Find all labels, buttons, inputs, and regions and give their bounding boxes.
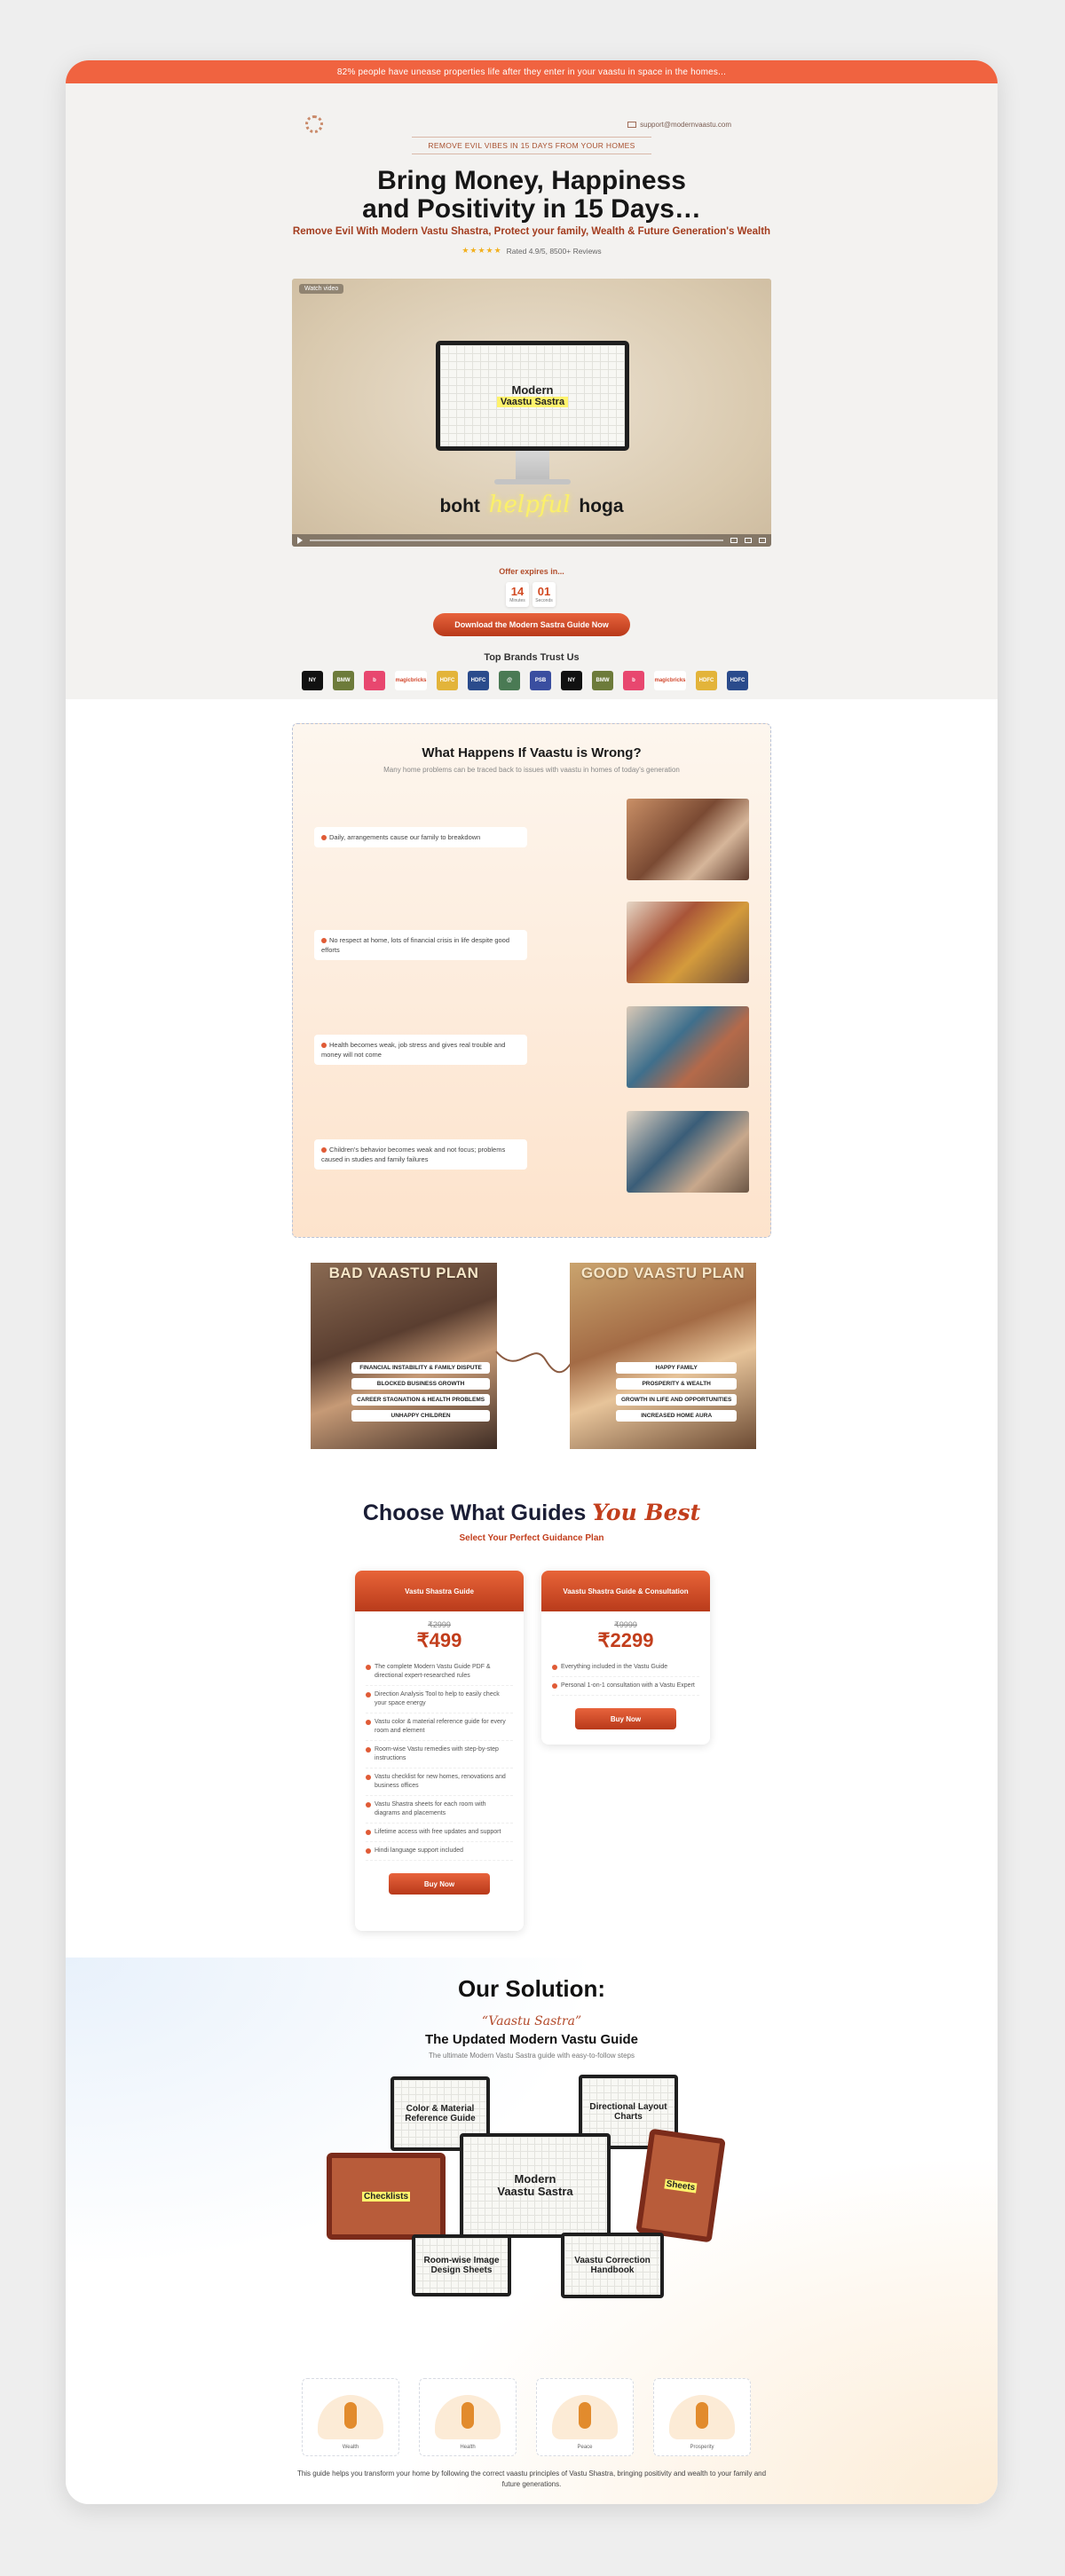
monitor-title-2: Vaastu Sastra [497,397,568,407]
settings-icon[interactable] [745,538,752,543]
family-photo [627,1111,749,1193]
feature-illustration [653,2378,751,2456]
sheets-tablet [635,2129,726,2243]
pricing-title [66,1500,998,1526]
page-frame [66,60,998,2504]
feature-label: Wealth [342,2445,359,2450]
meditation-illustration-icon [435,2395,501,2439]
caption-right: hoga [579,496,624,516]
brand-logo: HDFC [727,671,748,690]
good-plan-tags [616,1362,737,1422]
feature-item: Vastu checklist for new homes, renovations and business offices [366,1769,513,1796]
feature-label: Prosperity [690,2445,714,2450]
offer-text: Offer expires in... [499,567,564,576]
wrong-item-label: Health becomes weak, job stress and gives real trouble and money will not come [321,1041,506,1059]
play-icon[interactable] [297,537,303,544]
wrong-item-label: No respect at home, lots of financial crisis in life despite good efforts [321,936,510,954]
brand-logo: BMW [592,671,613,690]
monitor-title-1: Modern [511,383,554,397]
brand-logo: @ [499,671,520,690]
feature-illustration [419,2378,517,2456]
solution-heading: The Updated Modern Vastu Guide [424,2032,639,2047]
countdown-timer [506,582,556,607]
volume-icon[interactable] [730,538,738,543]
logo-icon[interactable] [305,115,323,133]
checklist-tablet [327,2153,446,2240]
brand-logo: magicbricks [654,671,686,690]
pricing-title-main: Choose What Guides [362,1501,587,1525]
device-label: Sheets [665,2178,696,2193]
main-guide-screen [463,2137,607,2234]
wrong-item-text [314,827,527,847]
bad-plan-tags [351,1362,490,1422]
video-progress-bar[interactable] [310,540,723,541]
hero-title-line2: and Positivity in 15 Days… [362,194,701,224]
caption-left: boht [439,496,480,516]
feature-item: Vastu Shastra sheets for each room with diagrams and placements [366,1796,513,1824]
announcement-bar: 82% people have unease properties life after they enter in your vaastu in space in the homes... [66,60,998,83]
plan-tag: GROWTH IN LIFE AND OPPORTUNITIES [616,1394,737,1406]
brand-logo: PSB [530,671,551,690]
wrong-item-label: Children's behavior becomes weak and not focus; problems caused in studies and family failures [321,1146,506,1163]
handbook-device [561,2233,664,2298]
brand-logo: HDFC [437,671,458,690]
wrong-subtitle: Many home problems can be traced back to issues with vaastu in homes of today's generation [383,766,680,774]
pricing-card-basic [355,1571,524,1931]
solution-footer: This guide helps you transform your home by following the correct vaastu principles of Vastu Shastra, bringing positivity and wealth to your family and future generations. [296,2470,767,2488]
bullet-icon [321,938,327,943]
monitor-base [494,479,571,484]
feature-illustration [302,2378,399,2456]
brands-title: Top Brands Trust Us [484,652,580,663]
brand-logo: HDFC [468,671,489,690]
card-title: Vastu Shastra Guide [355,1571,524,1611]
brand-logo: NY [302,671,323,690]
video-controls [292,534,771,547]
device-label: Color & Material Reference Guide [394,2080,486,2147]
product-bundle-image [327,2075,737,2307]
wrong-row [314,1111,749,1193]
wrong-item-label: Daily, arrangements cause our family to breakdown [329,833,481,841]
card-title: Vaastu Shastra Guide & Consultation [541,1571,710,1611]
device-label: Checklists [363,2191,409,2202]
rating-text: Rated 4.9/5, 8500+ Reviews [506,246,602,256]
wrong-item-text [314,1035,527,1065]
card-old-price: ₹9999 [614,1620,637,1629]
feature-label: Health [460,2445,476,2450]
wrong-row [314,1006,749,1088]
timer-seconds [532,582,556,607]
solution-section [66,1958,998,2504]
caption-mid: helpful [488,492,571,518]
feature-item: Vastu color & material reference guide for every room and element [366,1713,513,1741]
wrong-row [314,799,749,880]
fullscreen-icon[interactable] [759,538,766,543]
curly-arrow-icon [493,1343,581,1378]
bullet-icon [321,1147,327,1153]
device-label: Room-wise Image Design Sheets [415,2238,508,2293]
feature-item: Everything included in the Vastu Guide [552,1658,699,1677]
main-guide-line1: Modern [514,2172,556,2186]
card-features [541,1651,710,1696]
solution-note: The ultimate Modern Vastu Sastra guide with easy-to-follow steps [429,2052,635,2060]
family-photo [627,1006,749,1088]
hero-subtitle: Remove Evil With Modern Vastu Shastra, Protect your family, Wealth & Future Generation's Wealth [292,226,771,237]
timer-minutes-label: Minutes [509,598,525,603]
feature-item: Hindi language support included [366,1842,513,1861]
plan-tag: BLOCKED BUSINESS GROWTH [351,1378,490,1390]
sheets-screen [642,2134,720,2236]
feature-item: Personal 1-on-1 consultation with a Vastu Expert [552,1677,699,1696]
plan-tag: FINANCIAL INSTABILITY & FAMILY DISPUTE [351,1362,490,1374]
brand-logo: NY [561,671,582,690]
card-features [355,1651,524,1861]
video-player[interactable] [292,279,771,547]
brand-logo: HDFC [696,671,717,690]
wrong-title: What Happens If Vaastu is Wrong? [422,745,642,760]
brand-logo: BMW [333,671,354,690]
solution-title: Our Solution: [457,1975,606,2002]
plan-tag: HAPPY FAMILY [616,1362,737,1374]
good-plan-label: GOOD VAASTU PLAN [580,1264,746,1281]
buy-consultation-button[interactable]: Buy Now [575,1708,676,1729]
video-badge: Watch video [299,284,343,294]
rating [66,246,998,256]
feature-item: The complete Modern Vastu Guide PDF & directional expert-researched rules [366,1658,513,1686]
wealth-illustration-icon [318,2395,383,2439]
wrong-item-text [314,1139,527,1170]
bullet-icon [321,835,327,840]
feature-item: Lifetime access with free updates and support [366,1824,513,1842]
timer-seconds-value: 01 [537,585,551,598]
hero-section [66,83,998,699]
device-label: Vaastu Correction Handbook [564,2236,660,2295]
checklist-screen [332,2158,440,2234]
feature-item: Room-wise Vastu remedies with step-by-step instructions [366,1741,513,1769]
mail-icon [627,122,636,128]
card-price: ₹499 [416,1629,462,1651]
hero-banner [66,137,998,154]
pricing-card-consultation [541,1571,710,1745]
family-photo [627,799,749,880]
timer-seconds-label: Seconds [535,598,553,603]
feature-illustrations [302,2378,751,2456]
feature-label: Peace [577,2445,593,2450]
family-photo [627,902,749,983]
brand-logo: b [623,671,644,690]
vaastu-plans-comparison [311,1263,763,1449]
device-label: Directional Layout Charts [582,2078,674,2146]
main-guide-device [460,2133,611,2238]
plan-tag: INCREASED HOME AURA [616,1410,737,1422]
monitor-screen [440,345,625,446]
brand-logo: magicbricks [395,671,427,690]
wrong-item-text [314,930,527,960]
plan-tag: CAREER STAGNATION & HEALTH PROBLEMS [351,1394,490,1406]
brand-logos [302,671,748,690]
bullet-icon [321,1043,327,1048]
prosperity-illustration-icon [669,2395,735,2439]
brand-logo: b [364,671,385,690]
timer-minutes [506,582,529,607]
monitor-stand [516,451,549,481]
solution-quote: “Vaastu Sastra” [481,2014,582,2029]
contact-email: support@modernvaastu.com [640,121,731,129]
plan-tag: PROSPERITY & WEALTH [616,1378,737,1390]
hero-title [66,167,998,224]
video-caption [292,492,771,518]
roomwise-device [412,2234,511,2296]
card-old-price: ₹2999 [428,1620,451,1629]
bad-vaastu-plan [311,1263,497,1449]
card-price: ₹2299 [597,1629,654,1651]
feature-illustration [536,2378,634,2456]
download-guide-button[interactable]: Download the Modern Sastra Guide Now [433,613,630,636]
feature-item: Direction Analysis Tool to help to easily check your space energy [366,1686,513,1713]
bad-plan-label: BAD VAASTU PLAN [328,1264,479,1281]
pricing-title-accent: You Best [592,1500,701,1525]
hero-banner-text: REMOVE EVIL VIBES IN 15 DAYS FROM YOUR HOMES [412,137,651,154]
hero-title-line1: Bring Money, Happiness [377,166,686,195]
video-monitor [436,341,629,451]
main-guide-line2: Vaastu Sastra [497,2185,573,2198]
plan-tag: UNHAPPY CHILDREN [351,1410,490,1422]
pricing-subtitle: Select Your Perfect Guidance Plan [459,1533,604,1543]
wrong-row [314,902,749,983]
timer-minutes-value: 14 [510,585,525,598]
good-vaastu-plan [570,1263,756,1449]
star-rating-icon: ★★★★★ [462,246,502,255]
peace-illustration-icon [552,2395,618,2439]
buy-basic-button[interactable]: Buy Now [389,1873,490,1895]
header-contact[interactable] [627,121,731,129]
vaastu-wrong-section [292,723,771,1238]
